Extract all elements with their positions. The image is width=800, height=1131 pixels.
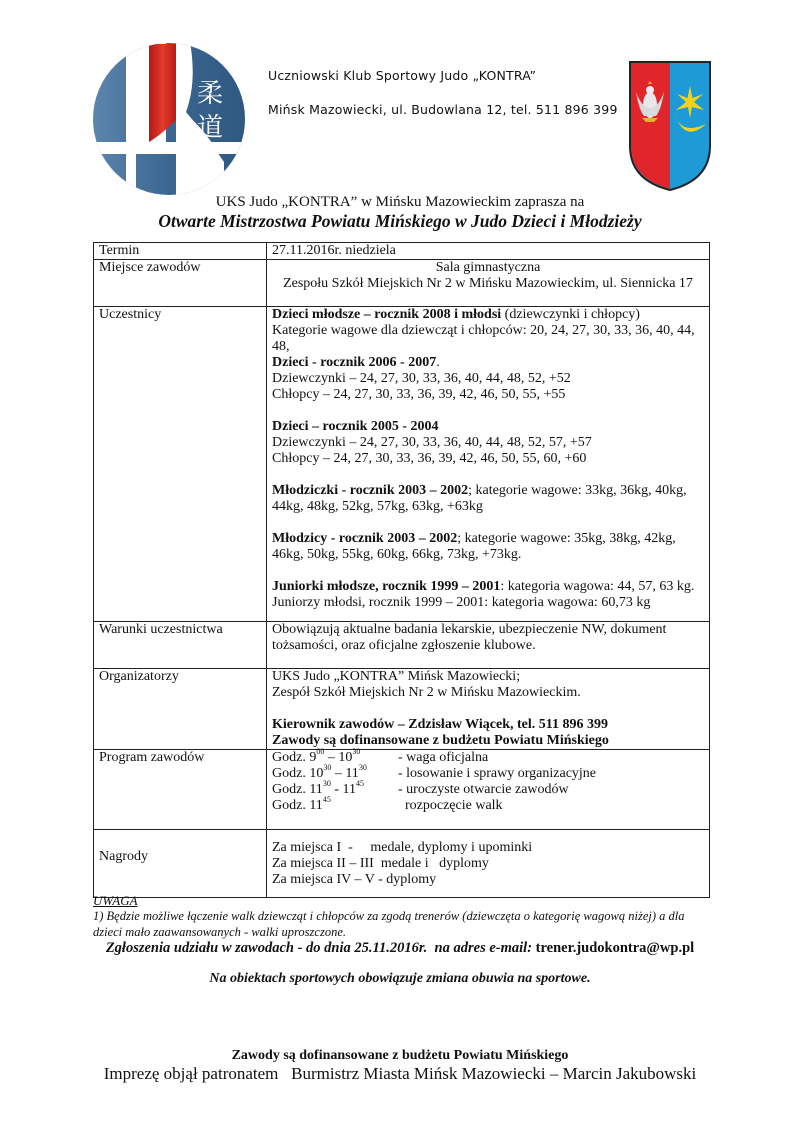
group-line: Chłopcy – 24, 27, 30, 33, 36, 39, 42, 46, 50, 55, 60, +60 (272, 451, 587, 466)
group-line: Kategorie wagowe dla dziewcząt i chłopców: 20, 24, 27, 30, 33, 36, 40, 44, 48, (272, 323, 695, 354)
manager-line: Kierownik zawodów – Zdzisław Wiącek, tel. 511 896 399 (272, 717, 609, 732)
prize-line: Za miejsca IV – V - dyplomy (272, 871, 437, 887)
group-note: ; kategorie wagowe: 33kg, 36kg, 40kg, 44kg, 48kg, 52kg, 57kg, 63kg, +63kg (272, 483, 687, 514)
row-label: Termin (94, 243, 267, 260)
group-title: Dzieci – rocznik 2005 - 2004 (272, 419, 439, 434)
group-line: Chłopcy – 24, 27, 30, 33, 36, 39, 42, 46, 50, 55, +55 (272, 387, 566, 402)
registration-line (0, 940, 800, 957)
group-line: Dziewczynki – 24, 27, 30, 33, 36, 40, 44, 48, 52, +52 (272, 371, 571, 386)
prize-line: Za miejsca I - medale, dyplomy i upominki (272, 839, 533, 855)
group-title: Młodziczki - rocznik 2003 – 2002 (272, 483, 469, 498)
table-row (94, 307, 710, 622)
row-label: Uczestnicy (94, 307, 267, 622)
table-row (94, 622, 710, 669)
prize-line: Za miejsca II – III medale i dyplomy (272, 855, 489, 871)
prizes-value (267, 830, 710, 898)
group-title: Dzieci - rocznik 2006 - 2007 (272, 355, 437, 370)
page-title: Otwarte Mistrzostwa Powiatu Mińskiego w Judo Dzieci i Młodzieży (158, 211, 642, 231)
program-time: Godz. $9^{00} - 10^{30}$ (272, 747, 361, 765)
funding-footer: Zawody są dofinansowane z budżetu Powiatu Mińskiego (231, 1048, 569, 1063)
group-note: (dziewczynki i chłopcy) (501, 307, 640, 322)
row-label: Program zawodów (94, 750, 267, 830)
group-title: Dzieci młodsze – rocznik 2008 i młodsi (272, 307, 502, 322)
program-item (272, 795, 704, 814)
organizer-line: UKS Judo „KONTRA” Mińsk Mazowiecki; (272, 669, 521, 684)
program-item (272, 763, 704, 782)
info-table (93, 242, 710, 898)
club-name: Uczniowski Klub Sportowy Judo „KONTRA” (268, 68, 537, 83)
program-desc: - waga oficjalna (398, 750, 489, 765)
program-value (267, 747, 710, 830)
table-row (94, 260, 710, 307)
row-label (94, 830, 267, 898)
row-label: Miejsce zawodów (94, 260, 267, 307)
prizes-label: Nagrody (99, 848, 148, 864)
termin-value: 27.11.2016r. niedziela (267, 243, 710, 260)
program-desc: - losowanie i sprawy organizacyjne (398, 766, 597, 781)
program-item (272, 779, 704, 798)
logo-kanji: 柔道 (196, 79, 224, 143)
note-text: 1) Będzie możliwe łączenie walk dziewcząt i chłopców za zgodą trenerów (dziewczęta o kategorię wagową niżej) a dla dzieci mało zaawansowanych - walki uproszczone. (93, 909, 685, 939)
venue-value (267, 260, 710, 307)
program-time: Godz. $11^{45}$ (272, 795, 331, 813)
program-item (272, 747, 704, 766)
group-line: Juniorzy młodsi, rocznik 1999 – 2001: kategoria wagowa: 60,73 kg (272, 595, 651, 610)
venue-line: Zespołu Szkół Miejskich Nr 2 w Mińsku Mazowieckim, ul. Siennicka 17 (283, 276, 693, 291)
note-heading: UWAGA (93, 893, 138, 908)
club-address: Mińsk Mazowiecki, ul. Budowlana 12, tel. 511 896 399 (268, 102, 618, 117)
group-note: ; kategorie wagowe: 35kg, 38kg, 42kg, 46kg, 50kg, 55kg, 60kg, 66kg, 73kg, +73kg. (272, 531, 676, 562)
registration-text: Zgłoszenia udziału w zawodach - do dnia 25.11.2016r. na adres e-mail: (105, 940, 536, 956)
organizer-line: Zespół Szkół Miejskich Nr 2 w Mińsku Mazowieckim. (272, 685, 581, 700)
shoes-notice: Na obiektach sportowych obowiązuje zmiana obuwia na sportowe. (209, 971, 591, 986)
patron-footer: Imprezę objął patronatem Burmistrz Miasta Mińsk Mazowiecki – Marcin Jakubowski (103, 1064, 697, 1083)
row-label: Warunki uczestnictwa (94, 622, 267, 669)
group-title: Młodzicy - rocznik 2003 – 2002 (272, 531, 458, 546)
program-time: Godz. $10^{30} - 11^{30}$ (272, 763, 367, 781)
table-row (94, 669, 710, 750)
coat-of-arms (628, 60, 712, 192)
program-time: Godz. $11^{30} - 11^{45}$ (272, 779, 364, 797)
organizers-value (267, 669, 710, 750)
conditions-value: Obowiązują aktualne badania lekarskie, ubezpieczenie NW, dokument tożsamości, oraz oficjalne zgłoszenie klubowe. (267, 622, 710, 669)
venue-line: Sala gimnastyczna (435, 260, 541, 275)
email-link[interactable]: trener.judokontra@wp.pl (535, 940, 695, 956)
table-row (94, 243, 710, 260)
funding-line: Zawody są dofinansowane z budżetu Powiatu Mińskiego (272, 733, 609, 748)
club-logo (92, 42, 247, 197)
program-desc: rozpoczęcie walk (398, 798, 503, 813)
group-title: Juniorki młodsze, rocznik 1999 – 2001 (272, 579, 501, 594)
row-label: Organizatorzy (94, 669, 267, 750)
participants-value (267, 307, 710, 622)
group-line: Dziewczynki – 24, 27, 30, 33, 36, 40, 44, 48, 52, 57, +57 (272, 435, 592, 450)
table-row (94, 830, 710, 898)
intro-line: UKS Judo „KONTRA” w Mińsku Mazowieckim zaprasza na (215, 194, 585, 210)
program-desc: - uroczyste otwarcie zawodów (398, 782, 569, 797)
table-row (94, 750, 710, 830)
group-note: . (436, 355, 440, 370)
group-note: : kategoria wagowa: 44, 57, 63 kg. (500, 579, 695, 594)
